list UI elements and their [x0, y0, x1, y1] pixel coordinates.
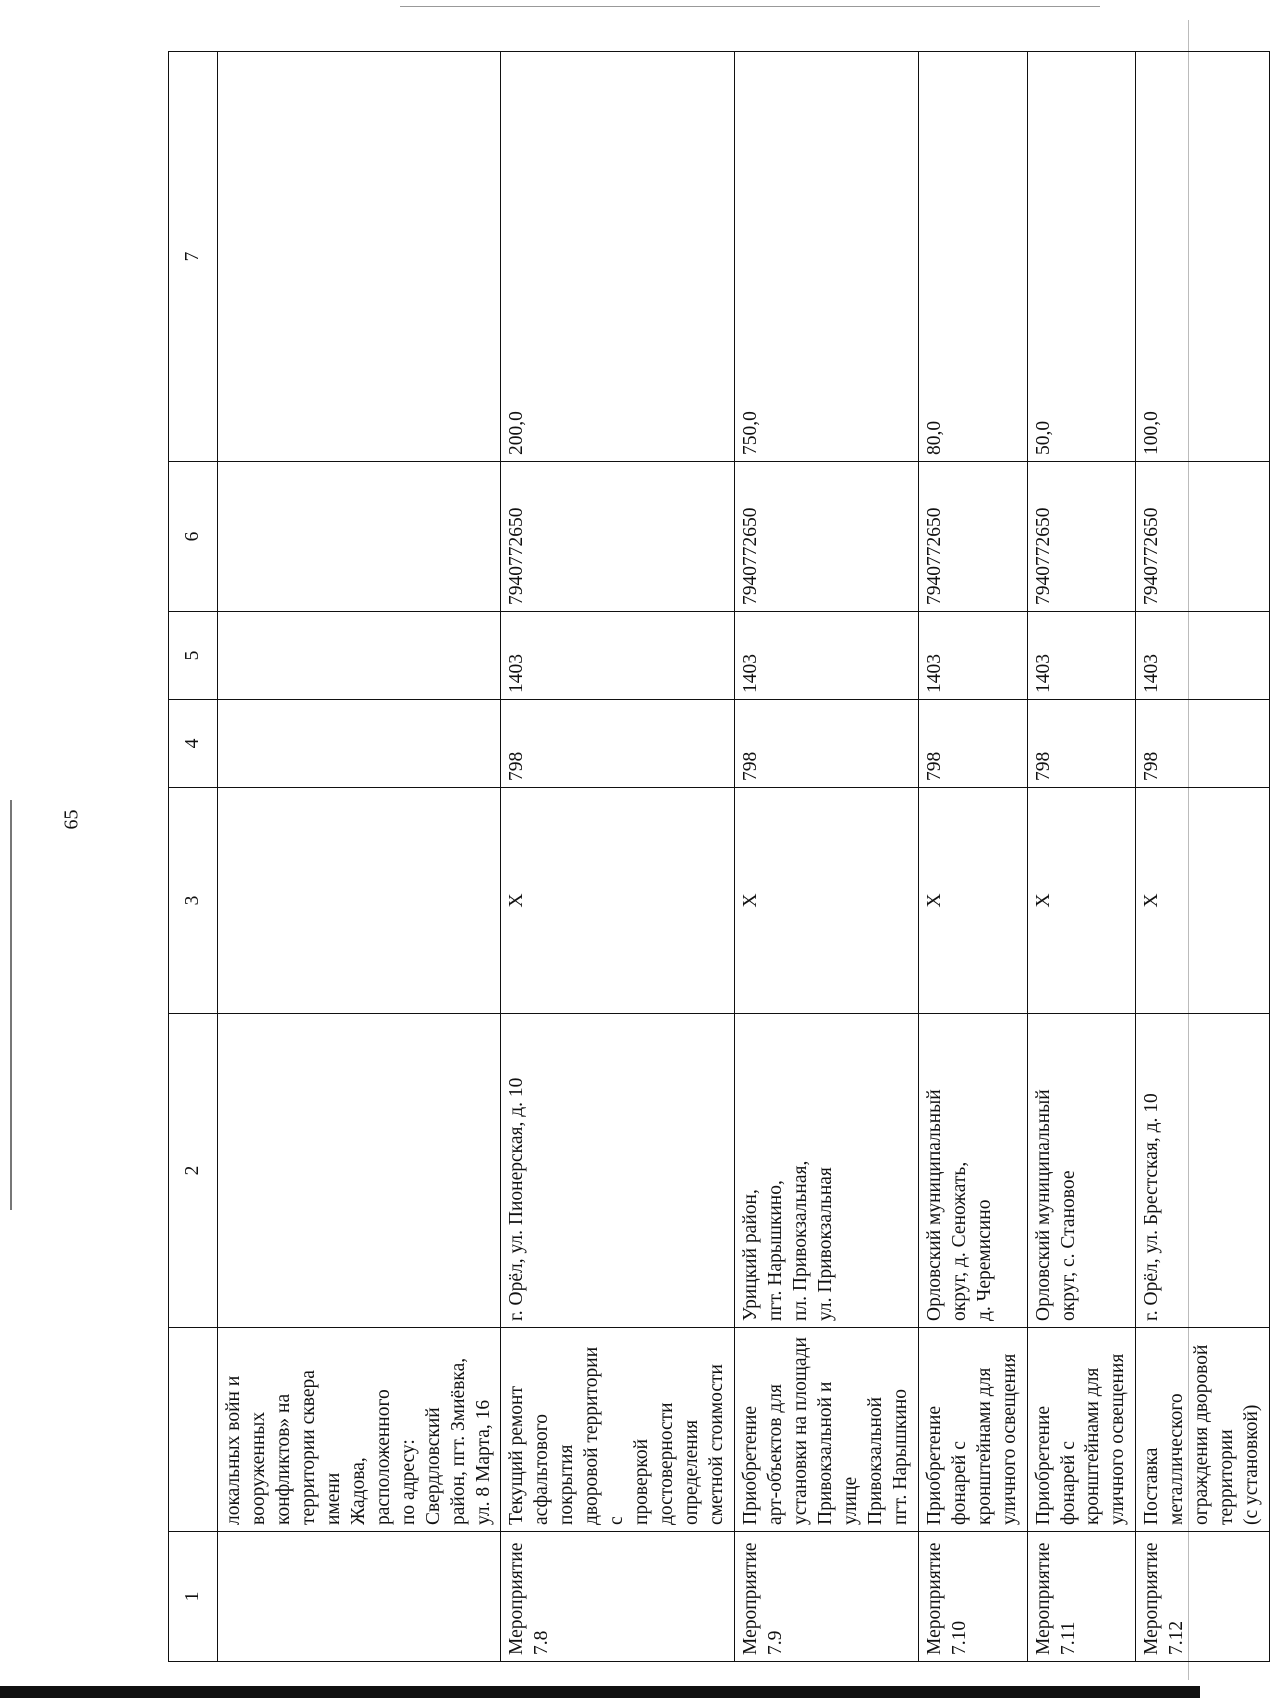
- header-row: [169, 52, 218, 1662]
- col3-cell: X: [501, 788, 735, 1014]
- col3-cell: X: [1136, 788, 1270, 1014]
- scan-bottom-edge: [0, 1686, 1200, 1698]
- event-name-cell: Поставка металлического ограждения дворовой территории (с установкой): [1136, 1328, 1270, 1532]
- col3-cell: X: [1027, 788, 1136, 1014]
- table-row: [735, 52, 919, 1662]
- col5-cell: 1403: [918, 612, 1027, 700]
- table-row: [918, 52, 1027, 1662]
- col6-cell: 7940772650: [735, 462, 919, 612]
- event-id-cell: Мероприятие 7.12: [1136, 1532, 1270, 1662]
- col5-cell: 1403: [1136, 612, 1270, 700]
- address-cell: г. Орёл, ул. Пионерская, д. 10: [501, 1014, 735, 1328]
- col4-cell: 798: [501, 700, 735, 788]
- event-name-cell: локальных войн и вооруженных конфликтов» на территории сквера имени Жадова, расположенного по адресу: Свердловский район, пгт. Змиёвка, ул. 8 Марта, 16: [218, 1328, 501, 1532]
- event-id-cell: Мероприятие 7.10: [918, 1532, 1027, 1662]
- header-cell-7: 7: [169, 52, 218, 462]
- event-id-cell: [218, 1532, 501, 1662]
- address-cell: [218, 1014, 501, 1328]
- header-cell-1: 1: [169, 1532, 218, 1662]
- col4-cell: 798: [735, 700, 919, 788]
- col5-cell: 1403: [735, 612, 919, 700]
- col4-cell: 798: [1027, 700, 1136, 788]
- col3-cell: X: [918, 788, 1027, 1014]
- col4-cell: [218, 700, 501, 788]
- event-id-cell: Мероприятие 7.8: [501, 1532, 735, 1662]
- rotated-table-container: [168, 52, 1263, 1662]
- col3-cell: X: [735, 788, 919, 1014]
- event-name-cell: Приобретение арт-объектов для установки на площади Привокзальной и улице Привокзальной пгт. Нарышкино: [735, 1328, 919, 1532]
- table-row: [501, 52, 735, 1662]
- col7-cell: 750,0: [735, 52, 919, 462]
- table-row: [1136, 52, 1270, 1662]
- header-cell-name: [169, 1328, 218, 1532]
- col7-cell: 100,0: [1136, 52, 1270, 462]
- header-cell-4: 4: [169, 700, 218, 788]
- event-name-cell: Приобретение фонарей с кронштейнами для уличного освещения: [1027, 1328, 1136, 1532]
- col6-cell: 7940772650: [1027, 462, 1136, 612]
- event-name-cell: Текущий ремонт асфальтового покрытия дворовой территории с проверкой достоверности определения сметной стоимости: [501, 1328, 735, 1532]
- col7-cell: 50,0: [1027, 52, 1136, 462]
- event-id-cell: Мероприятие 7.9: [735, 1532, 919, 1662]
- col7-cell: [218, 52, 501, 462]
- col5-cell: 1403: [501, 612, 735, 700]
- col4-cell: 798: [918, 700, 1027, 788]
- address-cell: Орловский муниципальный округ, с. Становое: [1027, 1014, 1136, 1328]
- header-cell-3: 3: [169, 788, 218, 1014]
- col6-cell: [218, 462, 501, 612]
- col6-cell: 7940772650: [918, 462, 1027, 612]
- header-cell-2: 2: [169, 1014, 218, 1328]
- table-row: [218, 52, 501, 1662]
- col7-cell: 80,0: [918, 52, 1027, 462]
- col7-cell: 200,0: [501, 52, 735, 462]
- event-name-cell: Приобретение фонарей с кронштейнами для уличного освещения: [918, 1328, 1027, 1532]
- address-cell: Урицкий район, пгт. Нарышкино, пл. Привокзальная, ул. Привокзальная: [735, 1014, 919, 1328]
- col3-cell: [218, 788, 501, 1014]
- header-cell-6: 6: [169, 462, 218, 612]
- address-cell: г. Орёл, ул. Брестская, д. 10: [1136, 1014, 1270, 1328]
- address-cell: Орловский муниципальный округ, д. Сеножать, д. Черемисино: [918, 1014, 1027, 1328]
- col6-cell: 7940772650: [501, 462, 735, 612]
- page-number: 65: [60, 809, 83, 830]
- table-row: [1027, 52, 1136, 1662]
- scan-left-line: [10, 800, 12, 1210]
- col6-cell: 7940772650: [1136, 462, 1270, 612]
- header-cell-5: 5: [169, 612, 218, 700]
- budget-table: [168, 51, 1270, 1662]
- col4-cell: 798: [1136, 700, 1270, 788]
- event-id-cell: Мероприятие 7.11: [1027, 1532, 1136, 1662]
- col5-cell: [218, 612, 501, 700]
- scan-top-rule: [400, 6, 1100, 7]
- col5-cell: 1403: [1027, 612, 1136, 700]
